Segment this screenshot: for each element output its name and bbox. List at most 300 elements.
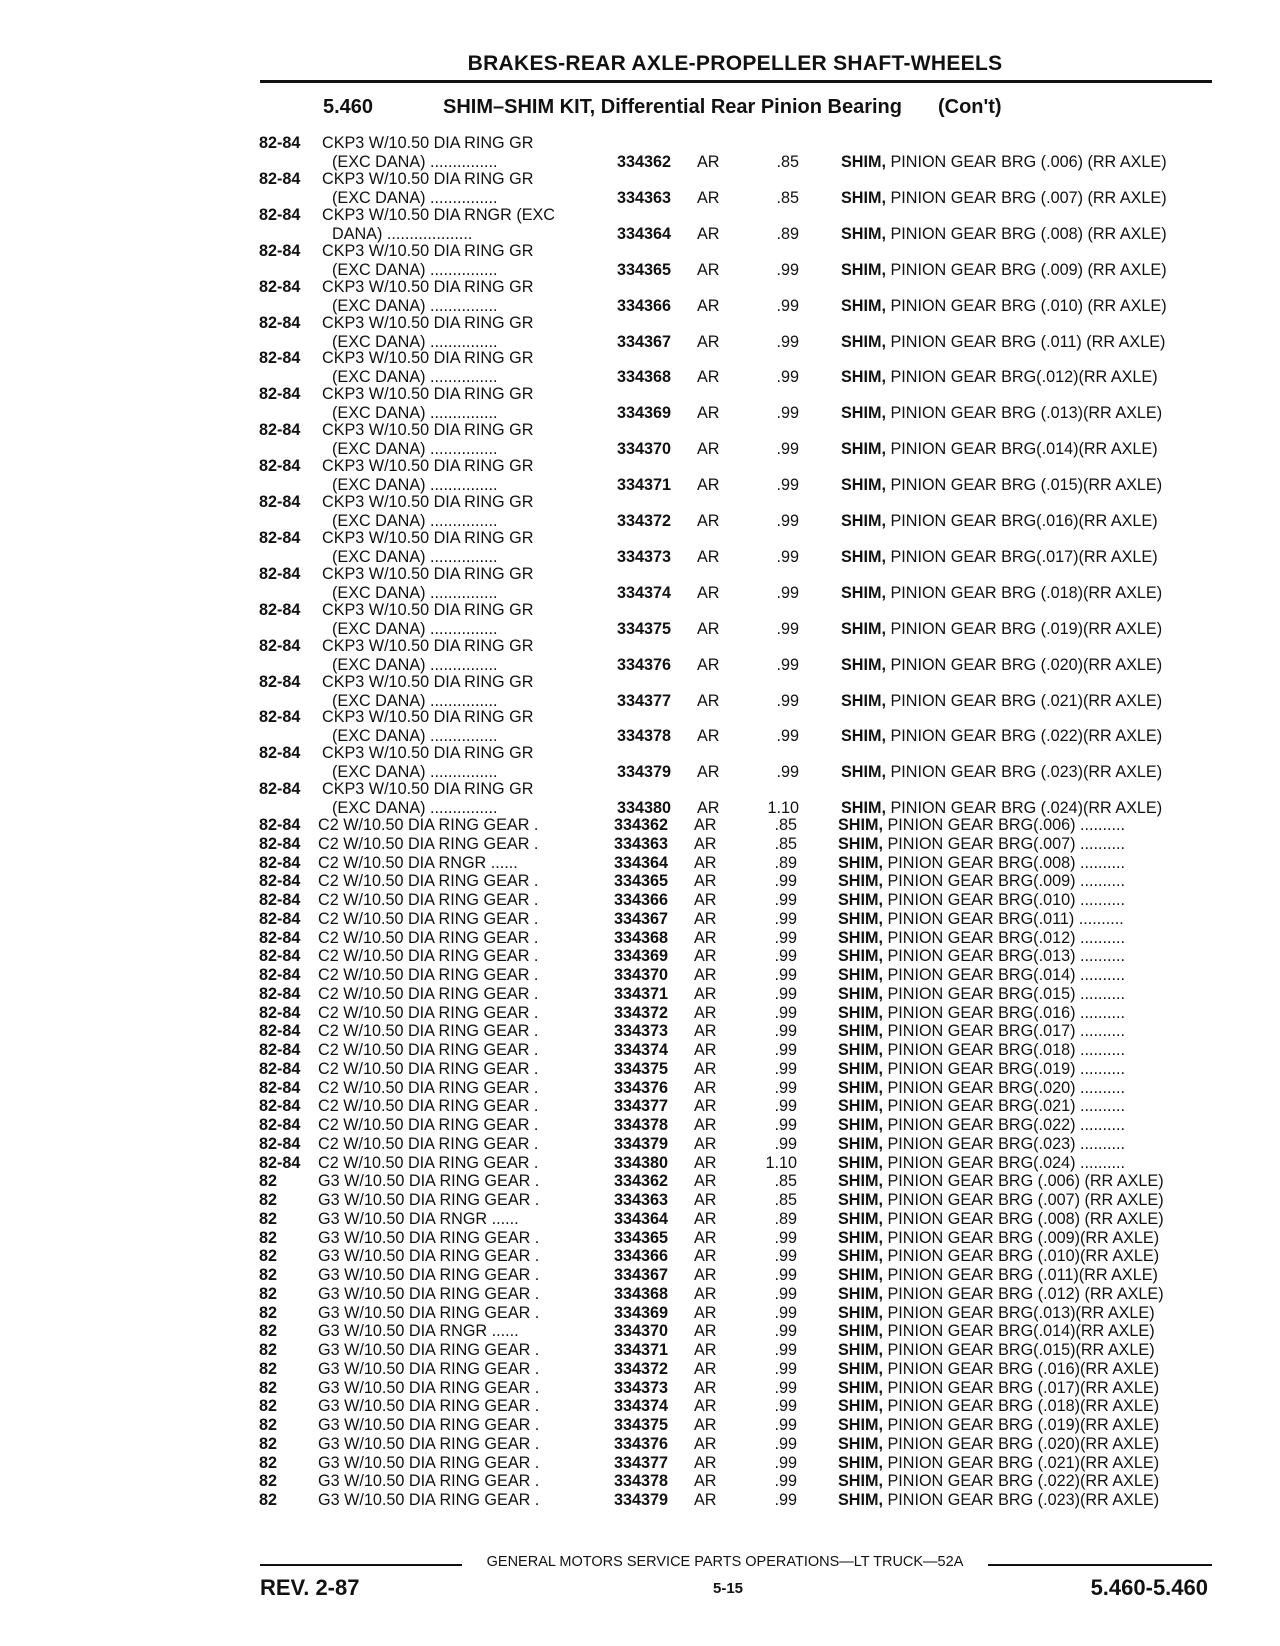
price: .99 [774,1134,797,1153]
part-number: 334372 [614,1003,669,1022]
application-description: G3 W/10.50 DIA RING GEAR . [318,1247,540,1266]
part-name [841,189,1167,207]
quantity: AR [694,1491,717,1510]
part-number: 334365 [617,260,672,279]
part-name-keyword: SHIM, [838,853,883,872]
price: .99 [774,1284,797,1303]
part-name [838,1041,1125,1059]
part-name-keyword: SHIM, [838,1341,883,1360]
part-name-text: PINION GEAR BRG (.019)(RR AXLE) [882,1416,1160,1435]
application-description: G3 W/10.50 DIA RNGR ...... [318,1322,519,1341]
application-description: CKP3 W/10.50 DIA RING GR [322,349,534,368]
model-year: 82-84 [259,1059,301,1078]
part-name-keyword: SHIM, [838,1022,883,1041]
part-name-keyword: SHIM, [841,727,886,746]
quantity: AR [697,655,720,674]
model-year: 82-84 [259,984,301,1003]
model-year: 82-84 [259,205,301,224]
model-year: 82-84 [259,600,301,619]
part-name-text: PINION GEAR BRG (.021)(RR AXLE) [882,1453,1160,1472]
model-year: 82 [259,1397,278,1416]
model-year: 82 [259,1303,278,1322]
part-name [838,816,1125,834]
part-name-text: PINION GEAR BRG(.011) .......... [882,909,1124,928]
part-name-text: PINION GEAR BRG (.015)(RR AXLE) [885,476,1163,495]
part-name-text: PINION GEAR BRG(.008) .......... [882,853,1125,872]
part-name-keyword: SHIM, [841,763,886,782]
part-name-text: PINION GEAR BRG(.013)(RR AXLE) [882,1303,1155,1322]
price: .89 [774,1209,797,1228]
price: .99 [774,1453,797,1472]
application-description: CKP3 W/10.50 DIA RNGR (EXC [322,205,555,224]
part-name [838,1397,1159,1415]
model-year: 82-84 [259,493,301,511]
quantity: AR [697,583,720,602]
part-name [838,891,1125,909]
part-number: 334366 [614,1247,669,1266]
model-year: 82-84 [259,385,301,404]
part-number: 334375 [614,1416,669,1435]
model-year: 82 [259,1172,278,1191]
quantity: AR [694,1359,717,1378]
part-name-keyword: SHIM, [841,655,886,674]
application-description: G3 W/10.50 DIA RING GEAR . [318,1378,540,1397]
price: .99 [774,1097,797,1116]
part-name-text: PINION GEAR BRG (.019)(RR AXLE) [885,619,1163,638]
quantity: AR [694,1453,717,1472]
part-number: 334374 [614,1397,669,1416]
part-name [838,1435,1159,1453]
part-number: 334364 [614,1209,669,1228]
price: 1.10 [767,799,799,818]
part-name [838,1172,1164,1190]
part-number: 334367 [617,332,672,351]
price: .99 [776,512,799,530]
header-rule [260,80,1212,83]
part-name-keyword: SHIM, [838,1434,883,1453]
part-number: 334367 [614,909,669,928]
quantity: AR [697,799,720,818]
part-name-keyword: SHIM, [841,296,886,315]
price: .99 [776,476,799,495]
part-name [838,1304,1155,1322]
part-name-keyword: SHIM, [838,1191,883,1210]
part-name-text: PINION GEAR BRG(.017)(RR AXLE) [885,547,1158,566]
quantity: AR [697,512,720,530]
quantity: AR [697,368,720,387]
application-description-cont: (EXC DANA) ............... [332,476,498,495]
application-description: G3 W/10.50 DIA RING GEAR . [318,1491,540,1510]
part-name-text: PINION GEAR BRG (.016)(RR AXLE) [882,1359,1160,1378]
part-name [838,929,1125,947]
price: .99 [774,1322,797,1341]
part-name-text: PINION GEAR BRG(.023) .......... [882,1134,1125,1153]
quantity: AR [694,1097,717,1116]
price: .99 [776,260,799,279]
quantity: AR [694,834,717,853]
price: .99 [776,763,799,782]
application-description-cont: (EXC DANA) ............... [332,547,498,566]
application-description-cont: (EXC DANA) ............... [332,583,498,602]
quantity: AR [697,332,720,351]
quantity: AR [694,853,717,872]
part-number: 334377 [617,691,672,710]
part-name [838,1416,1159,1434]
model-year: 82-84 [259,872,301,891]
application-description: G3 W/10.50 DIA RING GEAR . [318,1453,540,1472]
application-description: G3 W/10.50 DIA RING GEAR . [318,1341,540,1360]
application-description: G3 W/10.50 DIA RING GEAR . [318,1359,540,1378]
part-name-keyword: SHIM, [838,1416,883,1435]
application-description: CKP3 W/10.50 DIA RING GR [322,744,534,763]
part-name-text: PINION GEAR BRG(.013) .......... [882,947,1125,966]
part-name-keyword: SHIM, [841,512,886,530]
model-year: 82-84 [259,277,301,296]
application-description: CKP3 W/10.50 DIA RING GR [322,528,534,547]
part-name [841,656,1162,674]
part-number: 334364 [614,853,669,872]
price: .85 [774,816,797,835]
price: .99 [774,947,797,966]
quantity: AR [697,153,720,171]
application-description: C2 W/10.50 DIA RING GEAR . [318,1022,539,1041]
part-name [838,1472,1159,1490]
part-number: 334378 [614,1116,669,1135]
part-name-text: PINION GEAR BRG (.007) (RR AXLE) [885,188,1167,207]
part-number: 334368 [617,368,672,387]
model-year: 82-84 [259,134,301,152]
part-name [838,1491,1159,1509]
model-year: 82-84 [259,672,301,691]
part-number: 334368 [614,928,669,947]
quantity: AR [697,224,720,243]
application-description: CKP3 W/10.50 DIA RING GR [322,457,534,476]
price: .99 [774,1059,797,1078]
part-name-keyword: SHIM, [841,260,886,279]
price: .99 [774,1341,797,1360]
part-name-text: PINION GEAR BRG(.017) .......... [882,1022,1125,1041]
part-name-text: PINION GEAR BRG(.019) .......... [882,1059,1125,1078]
application-description-cont: (EXC DANA) ............... [332,332,498,351]
application-description: G3 W/10.50 DIA RING GEAR . [318,1228,540,1247]
quantity: AR [694,1059,717,1078]
section-title: SHIM–SHIM KIT, Differential Rear Pinion Bearing [443,96,902,118]
price: .85 [774,1191,797,1210]
quantity: AR [694,1022,717,1041]
part-name-text: PINION GEAR BRG (.018)(RR AXLE) [885,583,1163,602]
quantity: AR [697,691,720,710]
part-name-text: PINION GEAR BRG (.023)(RR AXLE) [882,1491,1160,1510]
application-description-cont: (EXC DANA) ............... [332,296,498,315]
price: .99 [776,296,799,315]
model-year: 82 [259,1378,278,1397]
application-description-cont: (EXC DANA) ............... [332,440,498,459]
model-year: 82-84 [259,1134,301,1153]
application-description: CKP3 W/10.50 DIA RING GR [322,313,534,332]
application-description: CKP3 W/10.50 DIA RING GR [322,277,534,296]
application-description: G3 W/10.50 DIA RING GEAR . [318,1266,540,1285]
part-name [838,1116,1125,1134]
part-name-keyword: SHIM, [838,834,883,853]
application-description: C2 W/10.50 DIA RING GEAR . [318,928,539,947]
part-name-keyword: SHIM, [841,153,886,171]
part-number: 334376 [614,1434,669,1453]
part-number: 334372 [614,1359,669,1378]
quantity: AR [694,984,717,1003]
part-number: 334366 [617,296,672,315]
application-description: CKP3 W/10.50 DIA RING GR [322,636,534,655]
price: .99 [776,404,799,423]
part-name-keyword: SHIM, [838,1172,883,1191]
application-description: C2 W/10.50 DIA RING GEAR . [318,1059,539,1078]
part-name [838,1229,1159,1247]
part-name-text: PINION GEAR BRG (.008) (RR AXLE) [885,224,1167,243]
part-name-text: PINION GEAR BRG (.009) (RR AXLE) [885,260,1167,279]
part-name [841,692,1162,710]
price: .85 [774,1172,797,1191]
application-description: CKP3 W/10.50 DIA RING GR [322,672,534,691]
part-name-text: PINION GEAR BRG(.014) .......... [882,966,1125,985]
model-year: 82-84 [259,744,301,763]
part-name-text: PINION GEAR BRG (.023)(RR AXLE) [885,763,1163,782]
part-name-keyword: SHIM, [838,891,883,910]
part-number: 334376 [617,655,672,674]
price: .99 [774,1397,797,1416]
part-name-keyword: SHIM, [838,1153,883,1172]
quantity: AR [694,1209,717,1228]
model-year: 82-84 [259,313,301,332]
part-number: 334368 [614,1284,669,1303]
price: .99 [774,1228,797,1247]
part-number: 334379 [614,1134,669,1153]
part-name-keyword: SHIM, [838,1378,883,1397]
part-number: 334379 [617,763,672,782]
part-name-text: PINION GEAR BRG(.014)(RR AXLE) [882,1322,1155,1341]
part-name-text: PINION GEAR BRG(.009) .......... [882,872,1125,891]
model-year: 82-84 [259,241,301,260]
part-number: 334369 [617,404,672,423]
revision-label: REV. 2-87 [260,1575,360,1600]
application-description: C2 W/10.50 DIA RING GEAR . [318,947,539,966]
part-name [838,1022,1125,1040]
model-year: 82-84 [259,564,301,583]
application-description: CKP3 W/10.50 DIA RING GR [322,600,534,619]
quantity: AR [697,763,720,782]
part-name [841,763,1162,781]
part-number: 334363 [617,188,672,207]
section-range: 5.460-5.460 [1090,1575,1208,1600]
quantity: AR [697,188,720,207]
application-description: G3 W/10.50 DIA RING GEAR . [318,1172,540,1191]
quantity: AR [694,1078,717,1097]
application-description: CKP3 W/10.50 DIA RING GR [322,564,534,583]
part-name-keyword: SHIM, [838,816,883,835]
part-name-keyword: SHIM, [838,1078,883,1097]
price: .99 [774,909,797,928]
part-name-text: PINION GEAR BRG (.020)(RR AXLE) [882,1434,1160,1453]
price: .89 [774,853,797,872]
model-year: 82-84 [259,891,301,910]
price: .99 [776,619,799,638]
application-description-cont: (EXC DANA) ............... [332,404,498,423]
part-number: 334380 [617,799,672,818]
quantity: AR [694,1134,717,1153]
page-title: BRAKES-REAR AXLE-PROPELLER SHAFT-WHEELS [467,52,1003,75]
part-name-keyword: SHIM, [838,1116,883,1135]
price: .99 [774,1491,797,1510]
part-number: 334377 [614,1097,669,1116]
model-year: 82 [259,1491,278,1510]
price: .99 [774,1416,797,1435]
part-name-text: PINION GEAR BRG (.011) (RR AXLE) [885,332,1166,351]
model-year: 82-84 [259,708,301,727]
model-year: 82 [259,1266,278,1285]
quantity: AR [694,1228,717,1247]
part-number: 334365 [614,872,669,891]
model-year: 82-84 [259,966,301,985]
price: .99 [774,1041,797,1060]
application-description-cont: (EXC DANA) ............... [332,368,498,387]
quantity: AR [697,440,720,459]
part-name [838,1060,1125,1078]
quantity: AR [697,727,720,746]
part-number: 334364 [617,224,672,243]
part-number: 334376 [614,1078,669,1097]
model-year: 82-84 [259,780,301,799]
part-name-text: PINION GEAR BRG(.015)(RR AXLE) [882,1341,1155,1360]
quantity: AR [694,909,717,928]
part-name [841,799,1162,817]
footer-rule-left [260,1564,462,1566]
section-number: 5.460 [323,96,374,118]
part-name-keyword: SHIM, [838,1491,883,1510]
application-description: C2 W/10.50 DIA RING GEAR . [318,1097,539,1116]
price: .89 [776,224,799,243]
part-number: 334380 [614,1153,669,1172]
part-name-text: PINION GEAR BRG(.024) .......... [882,1153,1125,1172]
quantity: AR [697,260,720,279]
price: .99 [774,872,797,891]
part-name-keyword: SHIM, [838,1097,883,1116]
quantity: AR [694,1284,717,1303]
model-year: 82-84 [259,1097,301,1116]
application-description: C2 W/10.50 DIA RING GEAR . [318,984,539,1003]
quantity: AR [694,1416,717,1435]
application-description: C2 W/10.50 DIA RING GEAR . [318,966,539,985]
quantity: AR [694,1172,717,1191]
price: .99 [776,583,799,602]
price: .99 [776,368,799,387]
continued-label: (Con't) [937,96,1002,118]
part-name-text: PINION GEAR BRG (.022)(RR AXLE) [882,1472,1160,1491]
price: .99 [776,440,799,459]
price: .99 [774,1378,797,1397]
part-name [841,368,1158,386]
part-name-keyword: SHIM, [838,1397,883,1416]
quantity: AR [694,1303,717,1322]
part-name-keyword: SHIM, [838,1453,883,1472]
quantity: AR [694,872,717,891]
part-name [841,476,1162,494]
quantity: AR [694,1378,717,1397]
price: .99 [774,1266,797,1285]
part-number: 334371 [614,1341,669,1360]
part-name [838,985,1125,1003]
part-name [838,1285,1164,1303]
part-number: 334370 [614,1322,669,1341]
part-name [838,1154,1125,1172]
model-year: 82 [259,1453,278,1472]
quantity: AR [694,1266,717,1285]
part-name-keyword: SHIM, [841,332,886,351]
part-name [841,584,1162,602]
part-name-text: PINION GEAR BRG (.008) (RR AXLE) [882,1209,1164,1228]
part-name-text: PINION GEAR BRG (.022)(RR AXLE) [885,727,1163,746]
part-name-text: PINION GEAR BRG (.006) (RR AXLE) [885,153,1167,171]
quantity: AR [694,1041,717,1060]
part-name-text: PINION GEAR BRG(.015) .......... [882,984,1125,1003]
quantity: AR [694,1191,717,1210]
part-name [838,1210,1164,1228]
part-name-keyword: SHIM, [838,1266,883,1285]
part-name-keyword: SHIM, [838,909,883,928]
part-name-text: PINION GEAR BRG (.021)(RR AXLE) [885,691,1163,710]
model-year: 82 [259,1341,278,1360]
model-year: 82 [259,1359,278,1378]
model-year: 82-84 [259,1116,301,1135]
price: .99 [776,332,799,351]
part-name [841,153,1167,171]
part-number: 334369 [614,1303,669,1322]
part-number: 334371 [614,984,669,1003]
model-year: 82-84 [259,816,301,835]
price: .99 [774,1359,797,1378]
quantity: AR [694,1322,717,1341]
part-name-text: PINION GEAR BRG(.018) .......... [882,1041,1125,1060]
model-year: 82 [259,1191,278,1210]
part-name-keyword: SHIM, [841,224,886,243]
part-number: 334369 [614,947,669,966]
part-name-keyword: SHIM, [838,1303,883,1322]
price: .85 [776,188,799,207]
application-description: G3 W/10.50 DIA RING GEAR . [318,1303,540,1322]
part-name [838,1379,1159,1397]
price: .99 [776,727,799,746]
price: .99 [776,691,799,710]
part-name-keyword: SHIM, [841,799,886,818]
application-description: CKP3 W/10.50 DIA RING GR [322,134,534,152]
part-name-keyword: SHIM, [838,966,883,985]
part-name-keyword: SHIM, [841,440,886,459]
application-description: G3 W/10.50 DIA RNGR ...... [318,1209,519,1228]
model-year: 82-84 [259,528,301,547]
part-name [838,1360,1159,1378]
part-number: 334370 [617,440,672,459]
price: .99 [774,891,797,910]
price: .99 [774,1434,797,1453]
price: .99 [774,1022,797,1041]
part-number: 334373 [614,1022,669,1041]
model-year: 82 [259,1247,278,1266]
application-description: C2 W/10.50 DIA RING GEAR . [318,1078,539,1097]
part-name [838,1191,1164,1209]
model-year: 82-84 [259,421,301,440]
part-name [838,872,1125,890]
part-name [838,910,1124,928]
model-year: 82-84 [259,1003,301,1022]
application-description: G3 W/10.50 DIA RING GEAR . [318,1472,540,1491]
application-description-cont: (EXC DANA) ............... [332,153,498,171]
